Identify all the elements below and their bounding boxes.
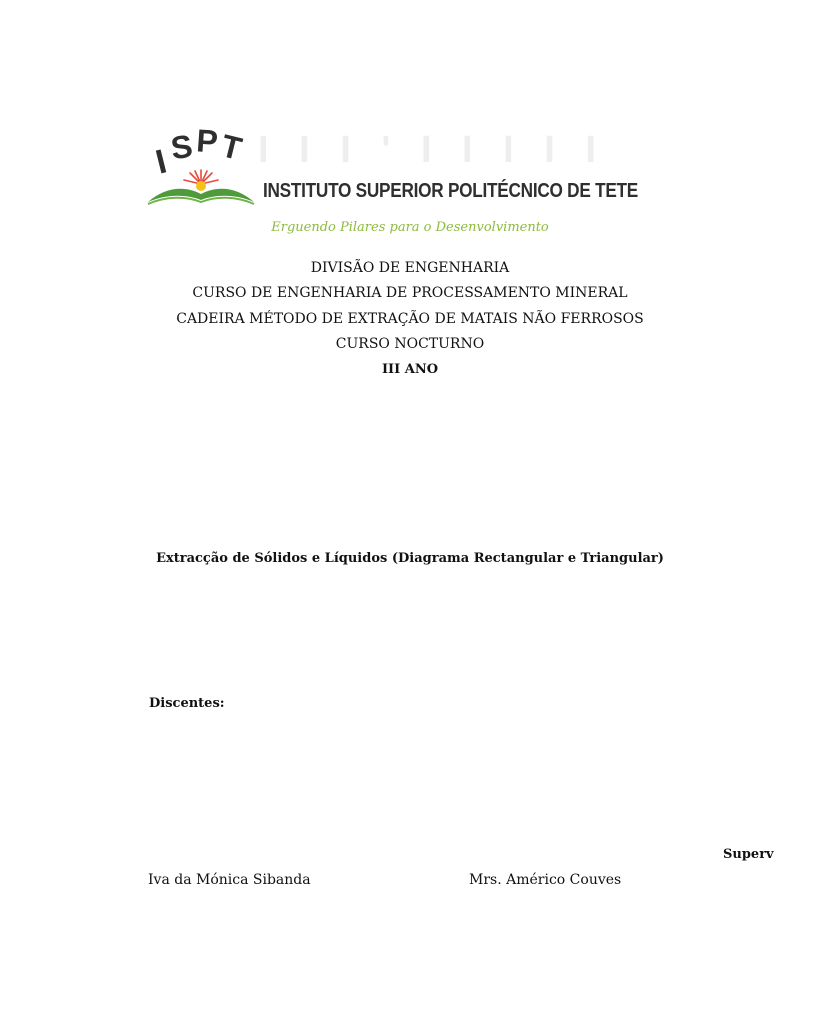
shift-line: CURSO NOCTURNO [335, 335, 485, 352]
supervisor-name: Mrs. Américo Couves [469, 872, 622, 888]
svg-text:T: T [217, 127, 246, 167]
year-line: III ANO [381, 362, 439, 378]
institution-motto: Erguendo Pilares para o Desenvolvimento [271, 220, 549, 235]
svg-text:P: P [195, 122, 220, 160]
discentes-label: Discentes: [149, 696, 225, 711]
student-name: Iva da Mónica Sibanda [148, 872, 311, 888]
course-line: CURSO DE ENGENHARIA DE PROCESSAMENTO MINERAL [192, 285, 628, 302]
ispt-logo [146, 122, 646, 218]
institution-name: INSTITUTO SUPERIOR POLITÉCNICO DE TETE [263, 180, 639, 202]
ispt-logo-mark-icon [146, 122, 256, 210]
document-title: Extracção de Sólidos e Líquidos (Diagrama Rectangular e Triangular) [156, 551, 664, 566]
supervisor-label: Superv [723, 847, 774, 862]
logo-faded-text: I I I ' I I I I I [258, 129, 606, 171]
document-header [0, 256, 820, 382]
division-line: DIVISÃO DE ENGENHARIA [310, 260, 510, 276]
subject-line: CADEIRA MÉTODO DE EXTRAÇÃO DE MATAIS NÃO FERROSOS [176, 310, 644, 327]
svg-text:S: S [168, 127, 195, 167]
svg-text:I: I [151, 142, 171, 182]
